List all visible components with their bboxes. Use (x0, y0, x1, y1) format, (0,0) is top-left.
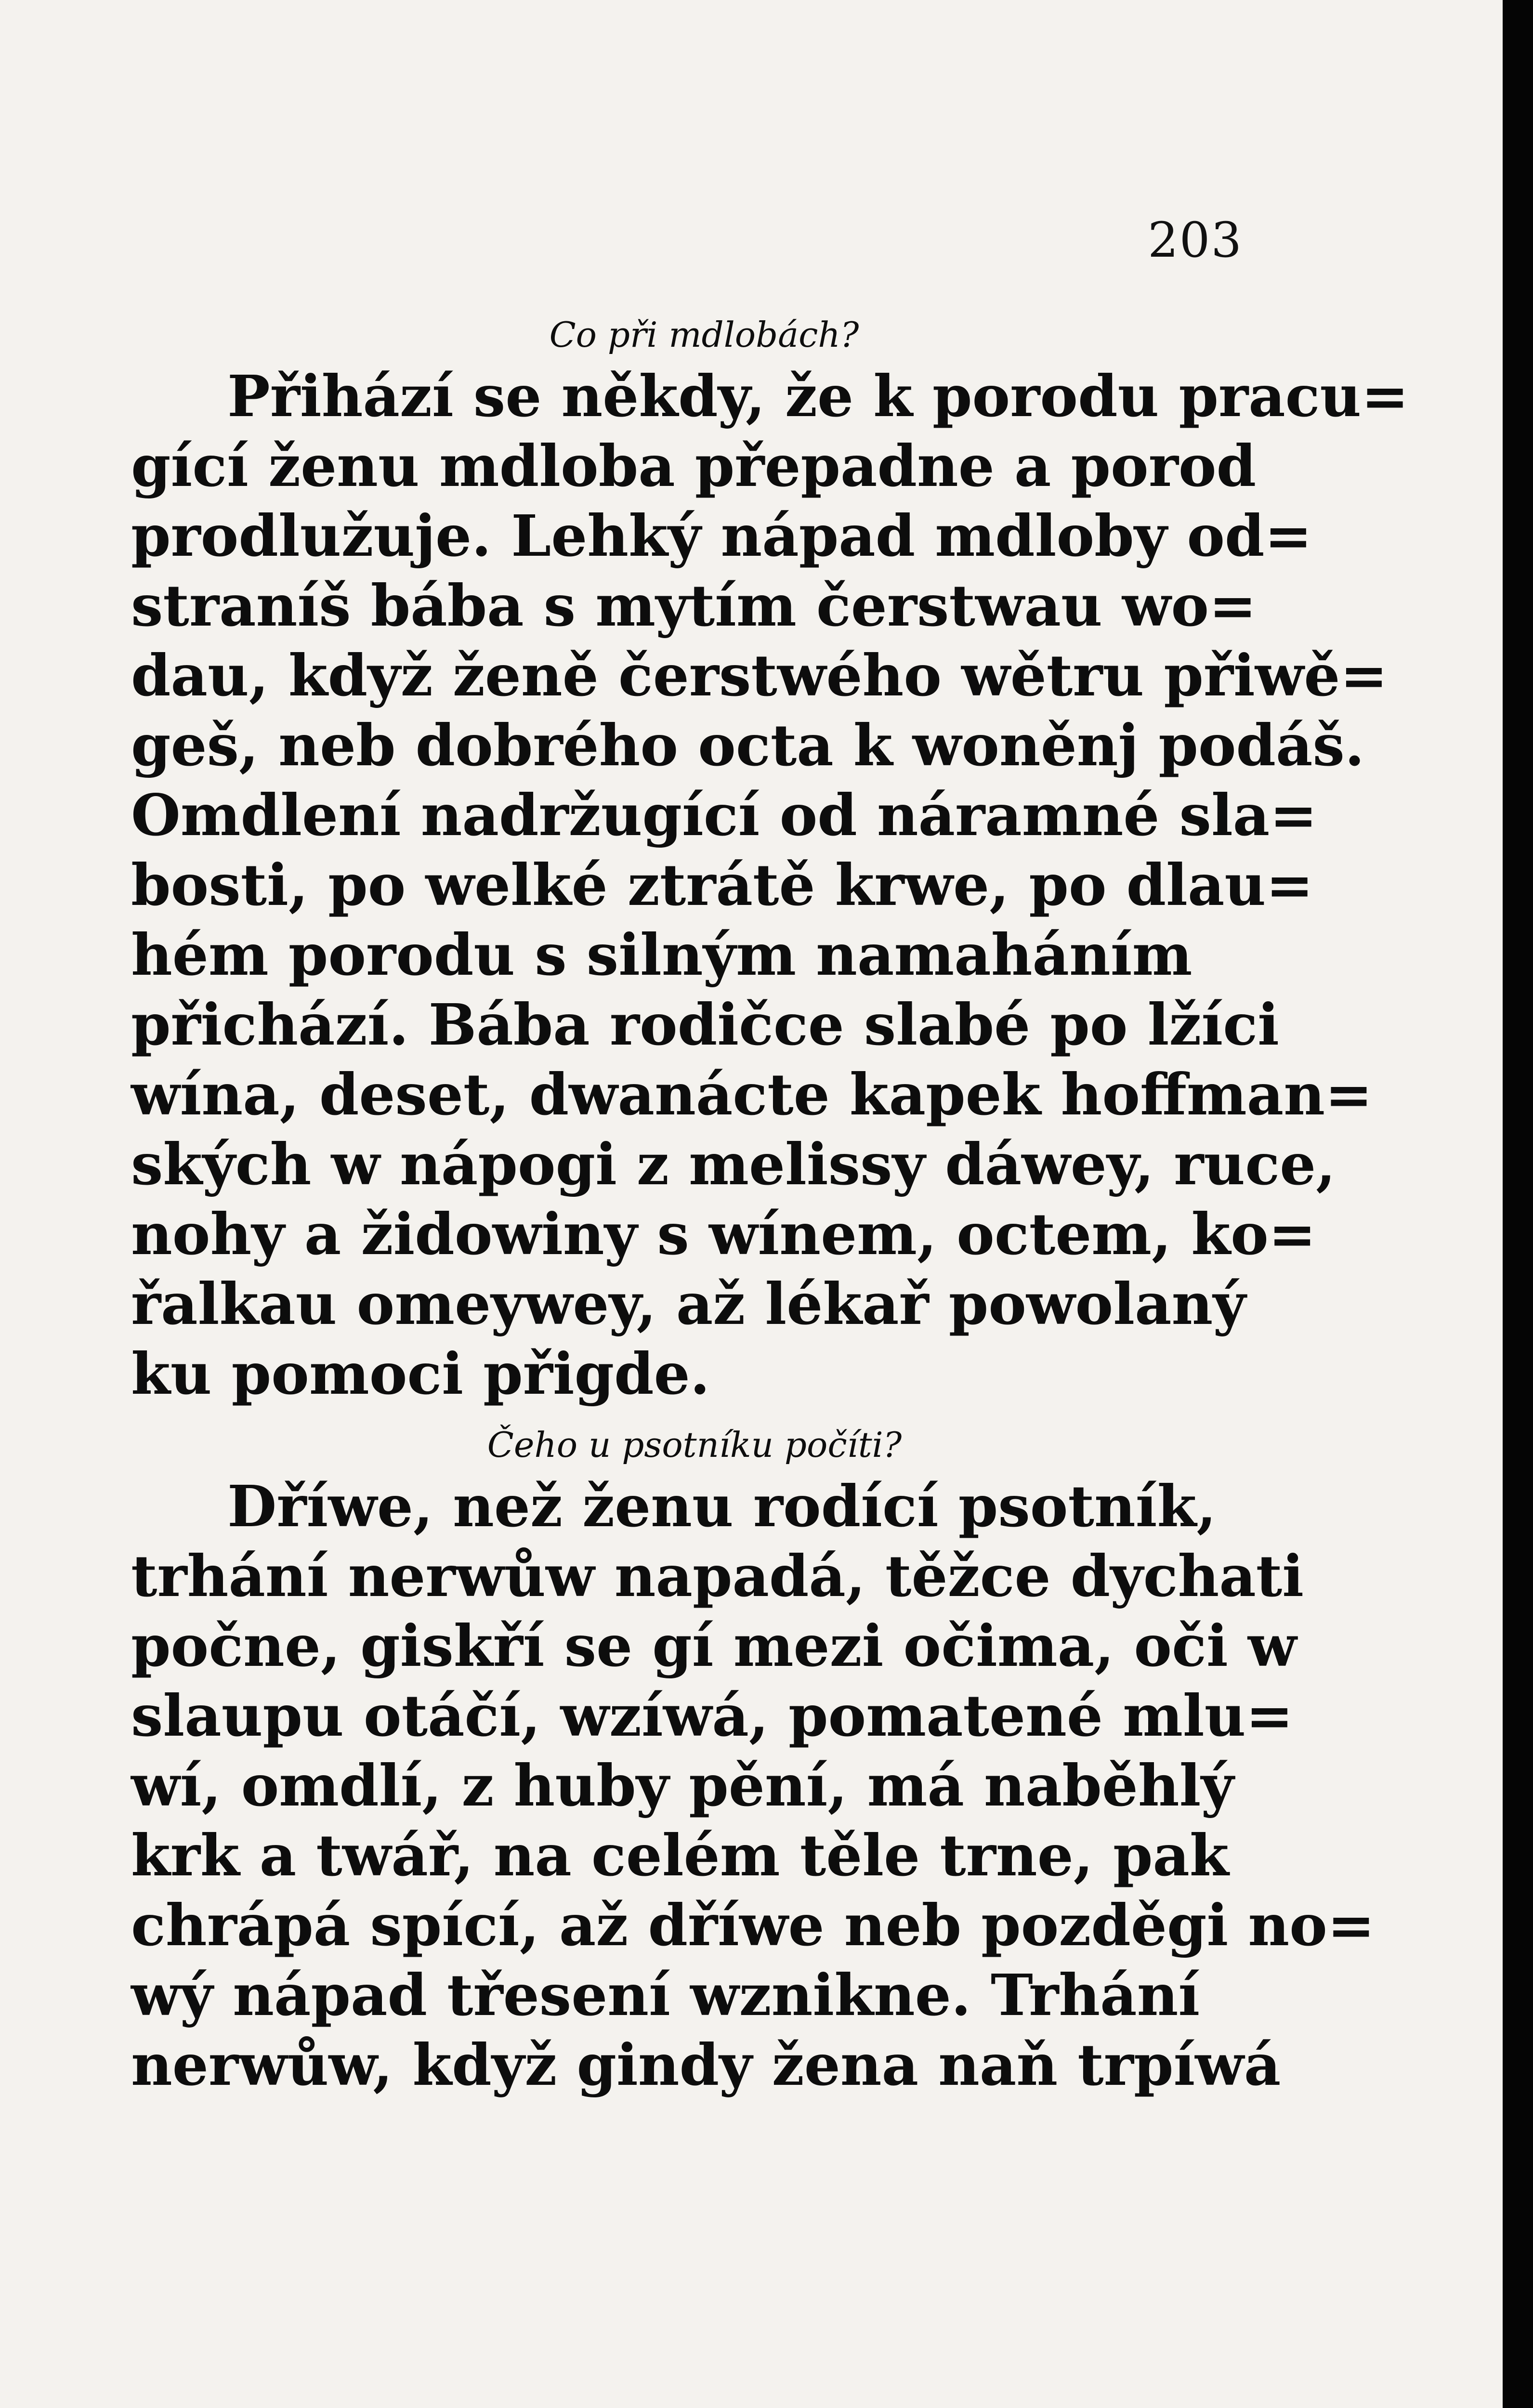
text-line: prodlužuje. Lehký nápad mdloby od= (131, 502, 1312, 569)
scan-edge (1503, 0, 1533, 2408)
text-line: Přihází se někdy, že k porodu pracu= (227, 363, 1409, 430)
text-line: nohy a židowiny s wínem, octem, ko= (131, 1201, 1316, 1268)
text-line: wý nápad třesení wznikne. Trhání (131, 1962, 1200, 2028)
text-line: ku pomoci přigde. (131, 1340, 710, 1407)
section-body (131, 1471, 1375, 2100)
text-line: trhání nerwůw napadá, těžce dychati (131, 1543, 1304, 1610)
text-line: hém porodu s silným namaháním (131, 921, 1192, 988)
text-line: geš, neb dobrého octa k woněnj podáš. (131, 712, 1365, 779)
text-line: řalkau omeywey, až lékař powolaný (131, 1270, 1246, 1337)
text-line: Omdlení nadržugící od náramné sla= (131, 782, 1318, 849)
section-heading: Co při mdlobách? (549, 314, 859, 355)
text-line: wína, deset, dwanácte kapek hoffman= (131, 1061, 1373, 1128)
text-line: dau, když ženě čerstwého wětru přiwě= (131, 642, 1388, 709)
text-line: wí, omdlí, z huby pění, má naběhlý (131, 1752, 1234, 1819)
text-line: slaupu otáčí, wzíwá, pomatené mlu= (131, 1682, 1294, 1749)
text-line: gící ženu mdloba přepadne a porod (131, 432, 1257, 499)
text-line: straníš bába s mytím čerstwau wo= (131, 572, 1257, 639)
section-body (131, 361, 1409, 1409)
page-number: 203 (1148, 212, 1243, 268)
text-line: přichází. Bába rodičce slabé po lžíci (131, 991, 1279, 1058)
page-content (131, 308, 1409, 2100)
text-line: ských w nápogi z melissy dáwey, ruce, (131, 1131, 1336, 1198)
text-line: nerwůw, když gindy žena naň trpíwá (131, 2031, 1281, 2098)
text-line: bosti, po welké ztrátě krwe, po dlau= (131, 851, 1314, 918)
section-heading: Čeho u psotníku počíti? (487, 1425, 902, 1465)
text-line: počne, giskří se gí mezi očima, oči w (131, 1612, 1297, 1679)
text-line: krk a twář, na celém těle trne, pak (131, 1822, 1229, 1889)
text-line: chrápá spící, až dříwe neb pozděgi no= (131, 1892, 1375, 1959)
text-line: Dříwe, než ženu rodící psotník, (227, 1473, 1217, 1540)
